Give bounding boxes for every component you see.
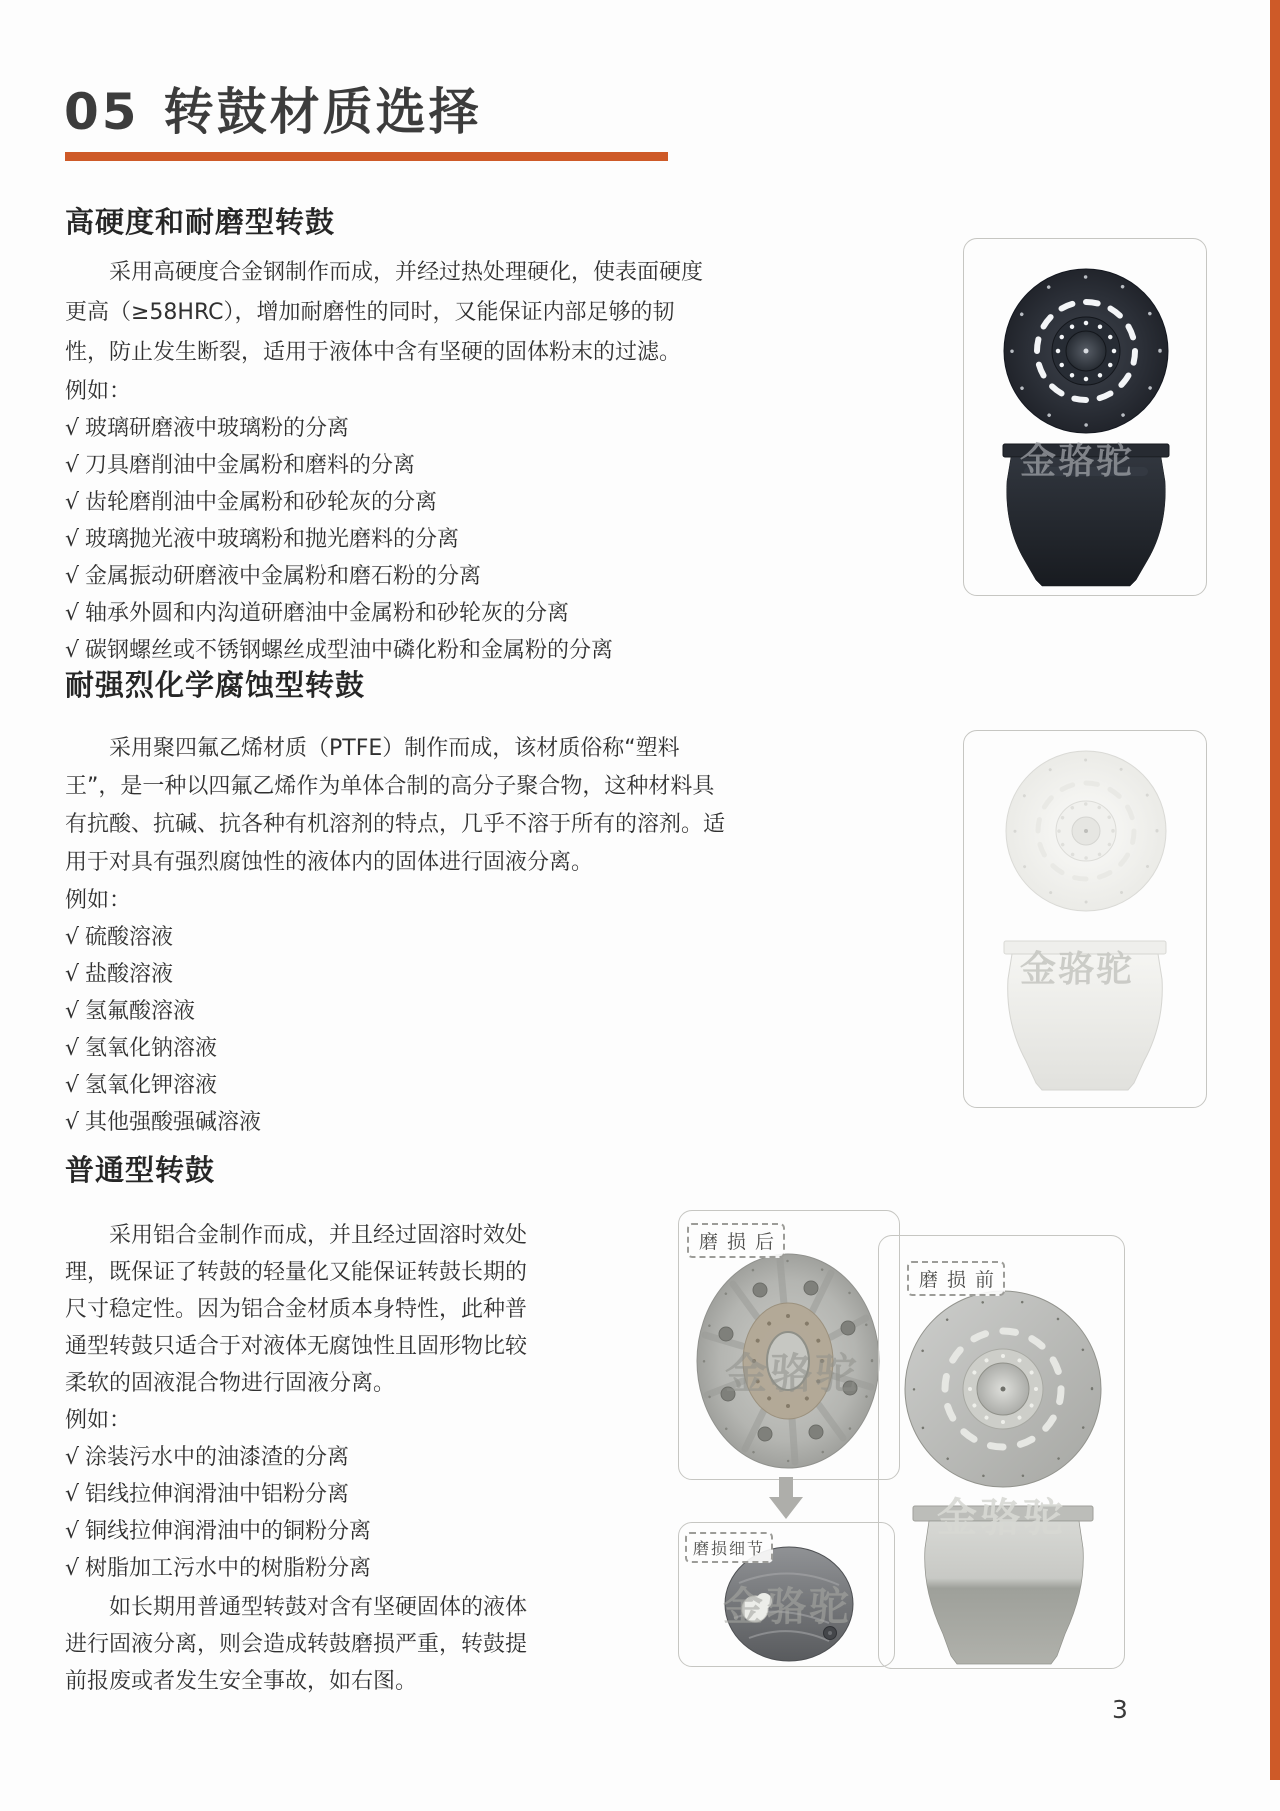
section-ordinary-drum — [65, 1148, 547, 1700]
wear-after-label: 磨损后 — [687, 1223, 785, 1258]
check-mark-icon: √ — [65, 1482, 80, 1507]
list-item-text: 盐酸溶液 — [85, 962, 174, 987]
section-paragraph: 采用高硬度合金钢制作而成，并经过热处理硬化，使表面硬度更高（≥58HRC），增加耐磨性的同时，又能保证内部足够的韧性，防止发生断裂，适用于液体中含有坚硬的固体粉末的过滤。 — [65, 260, 704, 365]
wear-detail-label: 磨损细节 — [685, 1532, 773, 1563]
check-mark-icon: √ — [65, 1073, 80, 1098]
down-arrow-icon — [769, 1477, 803, 1519]
list-item-text: 其他强酸强碱溶液 — [85, 1110, 262, 1135]
figure-hard-drum-card — [963, 238, 1207, 596]
closing-paragraph: 如长期用普通型转鼓对含有坚硬固体的液体进行固液分离，则会造成转鼓磨损严重，转鼓提前报废或者发生安全事故，如右图。 — [65, 1595, 528, 1694]
section-heading: 高硬度和耐磨型转鼓 — [65, 205, 336, 239]
list-item-text: 氢氧化钠溶液 — [85, 1036, 218, 1061]
list-item-text: 树脂加工污水中的树脂粉分离 — [85, 1556, 372, 1581]
figure-wear-after-card — [678, 1210, 900, 1480]
right-accent-bar — [1270, 0, 1280, 1780]
clean-drum-photo — [879, 1236, 1124, 1668]
steel-disc — [905, 1291, 1101, 1487]
watermark-text: 金骆驼 — [937, 1495, 1066, 1541]
list-item-text: 硫酸溶液 — [85, 925, 174, 950]
list-item-text: 齿轮磨削油中金属粉和砂轮灰的分离 — [85, 490, 438, 515]
figure-ptfe-drum-card — [963, 730, 1207, 1108]
list-item-text: 铝线拉伸润滑油中铝粉分离 — [85, 1482, 350, 1507]
white-drum-disc — [1006, 751, 1166, 911]
example-list — [65, 919, 725, 1141]
check-mark-icon: √ — [65, 638, 80, 663]
title-text: 转鼓材质选择 — [163, 83, 482, 141]
list-item — [65, 1513, 547, 1550]
examples-label: 例如： — [65, 1408, 132, 1433]
list-item-text: 轴承外圆和内沟道研磨油中金属粉和砂轮灰的分离 — [85, 601, 570, 626]
list-item — [65, 1439, 547, 1476]
section-heading: 耐强烈化学腐蚀型转鼓 — [65, 668, 366, 702]
list-item — [65, 1030, 725, 1067]
check-mark-icon: √ — [65, 601, 80, 626]
figure-wear-before-card — [878, 1235, 1125, 1669]
check-mark-icon: √ — [65, 1519, 80, 1544]
section-ptfe-drum — [65, 663, 725, 1141]
list-item-text: 玻璃研磨液中玻璃粉的分离 — [85, 416, 350, 441]
check-mark-icon: √ — [65, 490, 80, 515]
figure-wear-detail-card — [678, 1522, 895, 1667]
check-mark-icon: √ — [65, 1445, 80, 1470]
list-item — [65, 447, 725, 484]
list-item — [65, 558, 725, 595]
page-title — [64, 72, 482, 144]
list-item-text: 铜线拉伸润滑油中的铜粉分离 — [85, 1519, 372, 1544]
list-item — [65, 521, 725, 558]
list-item — [65, 484, 725, 521]
check-mark-icon: √ — [65, 1036, 80, 1061]
check-mark-icon: √ — [65, 999, 80, 1024]
list-item — [65, 1476, 547, 1513]
list-item — [65, 410, 725, 447]
check-mark-icon: √ — [65, 962, 80, 987]
list-item — [65, 1550, 547, 1587]
check-mark-icon: √ — [65, 1110, 80, 1135]
examples-label: 例如： — [65, 888, 132, 913]
center-hole — [767, 1332, 809, 1390]
title-underline — [65, 152, 668, 161]
section-hard-drum — [65, 200, 725, 669]
watermark-text: 金骆驼 — [1020, 441, 1135, 482]
example-list — [65, 410, 725, 669]
check-mark-icon: √ — [65, 925, 80, 950]
list-item — [65, 1067, 725, 1104]
list-item — [65, 595, 725, 632]
page-number: 3 — [1112, 1695, 1128, 1724]
list-item-text: 涂装污水中的油漆渣的分离 — [85, 1445, 350, 1470]
watermark-text: 金骆驼 — [723, 1584, 852, 1630]
list-item-text: 金属振动研磨液中金属粉和磨石粉的分离 — [85, 564, 482, 589]
white-drum-bowl — [1004, 941, 1166, 1090]
wear-before-label: 磨损前 — [907, 1261, 1005, 1296]
list-item-text: 刀具磨削油中金属粉和磨料的分离 — [85, 453, 416, 478]
section-paragraph: 采用聚四氟乙烯材质（PTFE）制作而成，该材质俗称“塑料王”，是一种以四氟乙烯作为单体合制的高分子聚合物，这种材料具有抗酸、抗碱、抗各种有机溶剂的特点，几乎不溶于所有的溶剂。适用于对具有强烈腐蚀性的液体内的固体进行固液分离。 — [65, 736, 726, 875]
bolt-head — [824, 1627, 837, 1640]
list-item — [65, 993, 725, 1030]
example-list — [65, 1439, 547, 1587]
check-mark-icon: √ — [65, 564, 80, 589]
black-drum-disc — [1004, 269, 1168, 433]
list-item-text: 氢氟酸溶液 — [85, 999, 196, 1024]
check-mark-icon: √ — [65, 527, 80, 552]
check-mark-icon: √ — [65, 453, 80, 478]
list-item — [65, 919, 725, 956]
section-heading: 普通型转鼓 — [65, 1153, 216, 1187]
ptfe-drum-photo — [964, 731, 1206, 1107]
check-mark-icon: √ — [65, 416, 80, 441]
black-drum-bowl — [1003, 444, 1169, 586]
check-mark-icon: √ — [65, 1556, 80, 1581]
list-item-text: 氢氧化钾溶液 — [85, 1073, 218, 1098]
examples-label: 例如： — [65, 379, 132, 404]
watermark-text: 金骆驼 — [725, 1349, 861, 1398]
list-item — [65, 1104, 725, 1141]
list-item — [65, 956, 725, 993]
list-item-text: 碳钢螺丝或不锈钢螺丝成型油中磷化粉和金属粉的分离 — [85, 638, 614, 663]
steel-bowl — [913, 1506, 1093, 1664]
watermark-text: 金骆驼 — [1020, 949, 1135, 990]
hard-drum-photo — [964, 239, 1206, 595]
section-paragraph: 采用铝合金制作而成，并且经过固溶时效处理，既保证了转鼓的轻量化又能保证转鼓长期的尺寸稳定性。因为铝合金材质本身特性，此种普通型转鼓只适合于对液体无腐蚀性且固形物比较柔软的固液混合物进行固液分离。 — [65, 1223, 528, 1396]
section-number: 05 — [64, 83, 140, 141]
list-item-text: 玻璃抛光液中玻璃粉和抛光磨料的分离 — [85, 527, 460, 552]
